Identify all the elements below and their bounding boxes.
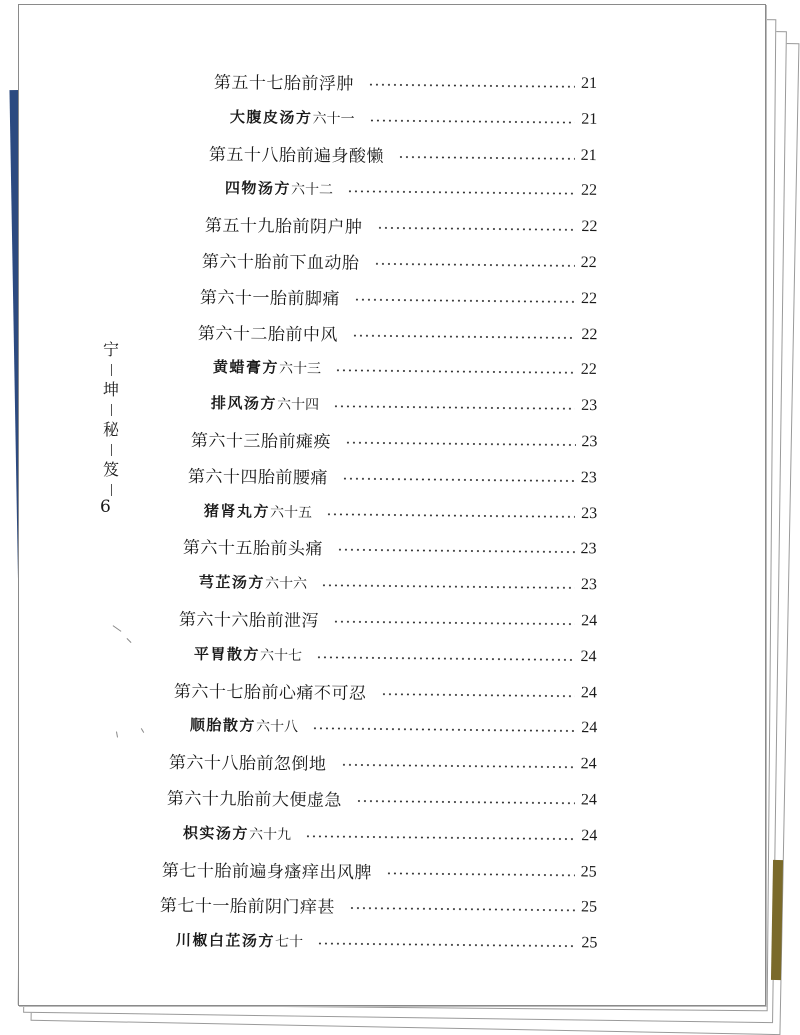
toc-page-number: 23 bbox=[580, 433, 598, 451]
dot-leader bbox=[341, 764, 575, 768]
running-title-char: 宁 bbox=[102, 340, 119, 359]
toc-formula-entry bbox=[229, 102, 597, 134]
toc-page-number: 22 bbox=[580, 182, 598, 200]
dot-leader bbox=[337, 549, 575, 553]
running-title-char: 坤 bbox=[102, 380, 119, 399]
dot-leader bbox=[312, 728, 575, 733]
dot-leader bbox=[374, 263, 575, 267]
toc-entry-title bbox=[183, 533, 323, 559]
toc-entry-title bbox=[190, 426, 330, 452]
toc-page-number: 24 bbox=[580, 791, 598, 809]
toc-chapter-entry bbox=[190, 424, 597, 456]
running-title-char: 秘 bbox=[102, 420, 119, 439]
dot-leader bbox=[354, 298, 575, 302]
toc-page-number: 21 bbox=[580, 110, 598, 128]
toc-formula-number: 六十二 bbox=[290, 181, 334, 199]
toc-page-number: 23 bbox=[580, 468, 598, 487]
toc-chapter-entry bbox=[160, 889, 597, 922]
dot-leader bbox=[398, 156, 575, 160]
toc-chapter-entry bbox=[204, 209, 597, 241]
dot-leader bbox=[347, 191, 575, 195]
toc-entry-title bbox=[211, 392, 319, 414]
dot-leader bbox=[386, 872, 575, 876]
toc-entry-title bbox=[179, 605, 319, 631]
toc-entry-title-text: 第六十八胎前忽倒地 bbox=[169, 752, 327, 775]
dot-leader bbox=[368, 119, 575, 123]
toc-page-number: 25 bbox=[580, 898, 598, 916]
toc-entry-title-text: 第六十六胎前泄泻 bbox=[178, 609, 319, 631]
dot-leader bbox=[356, 800, 575, 804]
toc-formula-entry bbox=[199, 567, 597, 599]
toc-chapter-entry bbox=[197, 317, 597, 349]
toc-page-number: 21 bbox=[580, 146, 598, 164]
toc-formula-number: 六十八 bbox=[255, 718, 298, 736]
dot-leader bbox=[333, 405, 575, 410]
toc-page-number: 25 bbox=[580, 862, 598, 881]
toc-chapter-entry bbox=[209, 138, 597, 170]
toc-chapter-entry bbox=[188, 460, 597, 492]
dot-leader bbox=[349, 907, 575, 911]
toc-page-number: 22 bbox=[580, 325, 598, 343]
toc-entry-title-text: 第六十五胎前头痛 bbox=[183, 537, 324, 560]
toc-chapter-entry bbox=[202, 245, 597, 277]
running-title-char: 笈 bbox=[102, 460, 119, 479]
toc-chapter-entry bbox=[179, 603, 598, 635]
toc-page-number: 23 bbox=[580, 540, 598, 558]
toc-page-number: 21 bbox=[580, 74, 598, 93]
toc-entry-title-text: 排风汤方 bbox=[210, 393, 277, 413]
toc-entry-title bbox=[175, 929, 302, 951]
toc-entry-title bbox=[160, 891, 335, 918]
toc-page-number: 23 bbox=[580, 397, 598, 415]
toc-entry-title bbox=[204, 499, 312, 521]
toc-formula-number: 六十六 bbox=[265, 575, 308, 592]
toc-entry-title-text: 猪肾丸方 bbox=[203, 501, 270, 520]
toc-page-number: 23 bbox=[580, 576, 598, 594]
toc-entry-title-text: 第六十三胎前瘫痪 bbox=[190, 430, 331, 452]
toc-page-number: 24 bbox=[580, 755, 598, 773]
toc-chapter-entry bbox=[174, 675, 597, 707]
toc-chapter-entry bbox=[162, 854, 597, 887]
dot-leader bbox=[376, 227, 575, 231]
toc-formula-entry bbox=[182, 818, 597, 850]
toc-formula-number: 六十三 bbox=[279, 360, 322, 378]
toc-entry-title-text: 川椒白芷汤方 bbox=[175, 930, 275, 950]
toc-formula-entry bbox=[190, 710, 598, 742]
toc-page-number: 22 bbox=[580, 253, 598, 272]
toc-formula-number: 六十四 bbox=[276, 396, 319, 413]
toc-formula-number: 六十九 bbox=[248, 825, 291, 843]
toc-entry-title-text: 第六十二胎前中风 bbox=[197, 323, 338, 345]
toc-entry-title-text: 第六十胎前下血动胎 bbox=[202, 251, 360, 274]
toc-entry-title-text: 芎芷汤方 bbox=[198, 572, 266, 592]
toc-entry-title bbox=[174, 676, 367, 703]
toc-entry-title bbox=[188, 461, 328, 487]
toc-entry-title-text: 第七十一胎前阴门痒甚 bbox=[159, 895, 336, 918]
toc-chapter-entry bbox=[183, 531, 597, 563]
toc-entry-title bbox=[190, 714, 298, 736]
toc-entry-title bbox=[199, 571, 307, 593]
toc-entry-title-text: 大腹皮汤方 bbox=[229, 107, 313, 127]
toc-entry-title bbox=[183, 821, 291, 843]
toc-entry-title-text: 第七十胎前遍身瘙痒出风脾 bbox=[162, 860, 373, 883]
toc-chapter-entry bbox=[167, 782, 597, 815]
toc-entry-title-text: 第五十八胎前遍身酸懒 bbox=[209, 144, 385, 166]
toc-entry-title bbox=[167, 784, 342, 811]
toc-page-number: 24 bbox=[580, 826, 598, 845]
toc-formula-number: 六十七 bbox=[260, 646, 303, 664]
toc-formula-number: 七十 bbox=[274, 933, 303, 951]
toc-chapter-entry bbox=[200, 281, 597, 313]
toc-entry-title bbox=[204, 211, 362, 238]
toc-entry-title bbox=[230, 105, 355, 127]
toc-entry-title bbox=[194, 642, 302, 664]
toc-entry-title-text: 顺胎散方 bbox=[189, 715, 256, 735]
toc-formula-entry bbox=[213, 352, 597, 384]
toc-entry-title-text: 第五十七胎前浮肿 bbox=[213, 72, 355, 94]
toc-entry-title bbox=[209, 139, 384, 166]
toc-page-number: 24 bbox=[580, 683, 598, 702]
toc-entry-title bbox=[197, 318, 337, 344]
toc-formula-entry bbox=[194, 639, 597, 671]
dot-leader bbox=[335, 370, 575, 375]
toc-page-number: 22 bbox=[580, 218, 598, 236]
dot-leader bbox=[316, 656, 575, 661]
toc-entry-title bbox=[225, 177, 333, 199]
toc-formula-entry bbox=[211, 388, 597, 420]
dot-leader bbox=[344, 442, 575, 446]
toc-entry-title-text: 平胃散方 bbox=[194, 644, 261, 663]
dot-leader bbox=[351, 334, 574, 338]
toc-chapter-entry bbox=[214, 66, 597, 98]
page-number: 6 bbox=[100, 497, 111, 517]
toc-entry-title-text: 第六十四胎前腰痛 bbox=[188, 466, 329, 488]
toc-page-number: 24 bbox=[580, 647, 598, 666]
toc-page-number: 24 bbox=[580, 719, 598, 737]
toc-entry-title-text: 枳实汤方 bbox=[182, 823, 249, 842]
dot-leader bbox=[342, 477, 575, 481]
toc-entry-title bbox=[202, 247, 360, 274]
toc-page-number: 22 bbox=[580, 361, 598, 379]
toc-page-number: 23 bbox=[580, 504, 598, 522]
toc-formula-entry bbox=[204, 496, 597, 528]
dot-leader bbox=[317, 943, 575, 948]
dot-leader bbox=[333, 621, 575, 626]
dot-leader bbox=[380, 693, 574, 697]
toc-page-number: 25 bbox=[580, 934, 598, 952]
dot-leader bbox=[321, 584, 575, 589]
dot-leader bbox=[326, 513, 575, 518]
toc-entry-title-text: 第五十九胎前阴户肿 bbox=[204, 215, 363, 238]
toc-formula-number: 六十一 bbox=[312, 110, 355, 127]
toc-formula-entry bbox=[175, 925, 597, 957]
toc-entry-title bbox=[214, 68, 354, 94]
toc-formula-entry bbox=[225, 173, 597, 205]
toc-entry-title bbox=[169, 748, 327, 775]
toc-page-number: 22 bbox=[580, 289, 598, 307]
dot-leader bbox=[368, 84, 575, 88]
toc-entry-title-text: 第六十九胎前大便虚急 bbox=[166, 788, 343, 811]
toc-entry-title bbox=[162, 855, 372, 882]
toc-entry-title bbox=[213, 356, 321, 378]
toc-entry-title-text: 黄蜡膏方 bbox=[213, 357, 280, 377]
toc-page-number: 24 bbox=[580, 612, 598, 630]
toc-entry-title-text: 四物汤方 bbox=[224, 178, 292, 198]
toc-chapter-entry bbox=[169, 746, 597, 778]
dot-leader bbox=[305, 835, 575, 840]
toc-formula-number: 六十五 bbox=[269, 503, 312, 521]
toc-entry-title-text: 第六十七胎前心痛不可忍 bbox=[173, 681, 367, 704]
toc-entry-title bbox=[200, 282, 340, 308]
toc-entry-title-text: 第六十一胎前脚痛 bbox=[199, 287, 340, 309]
